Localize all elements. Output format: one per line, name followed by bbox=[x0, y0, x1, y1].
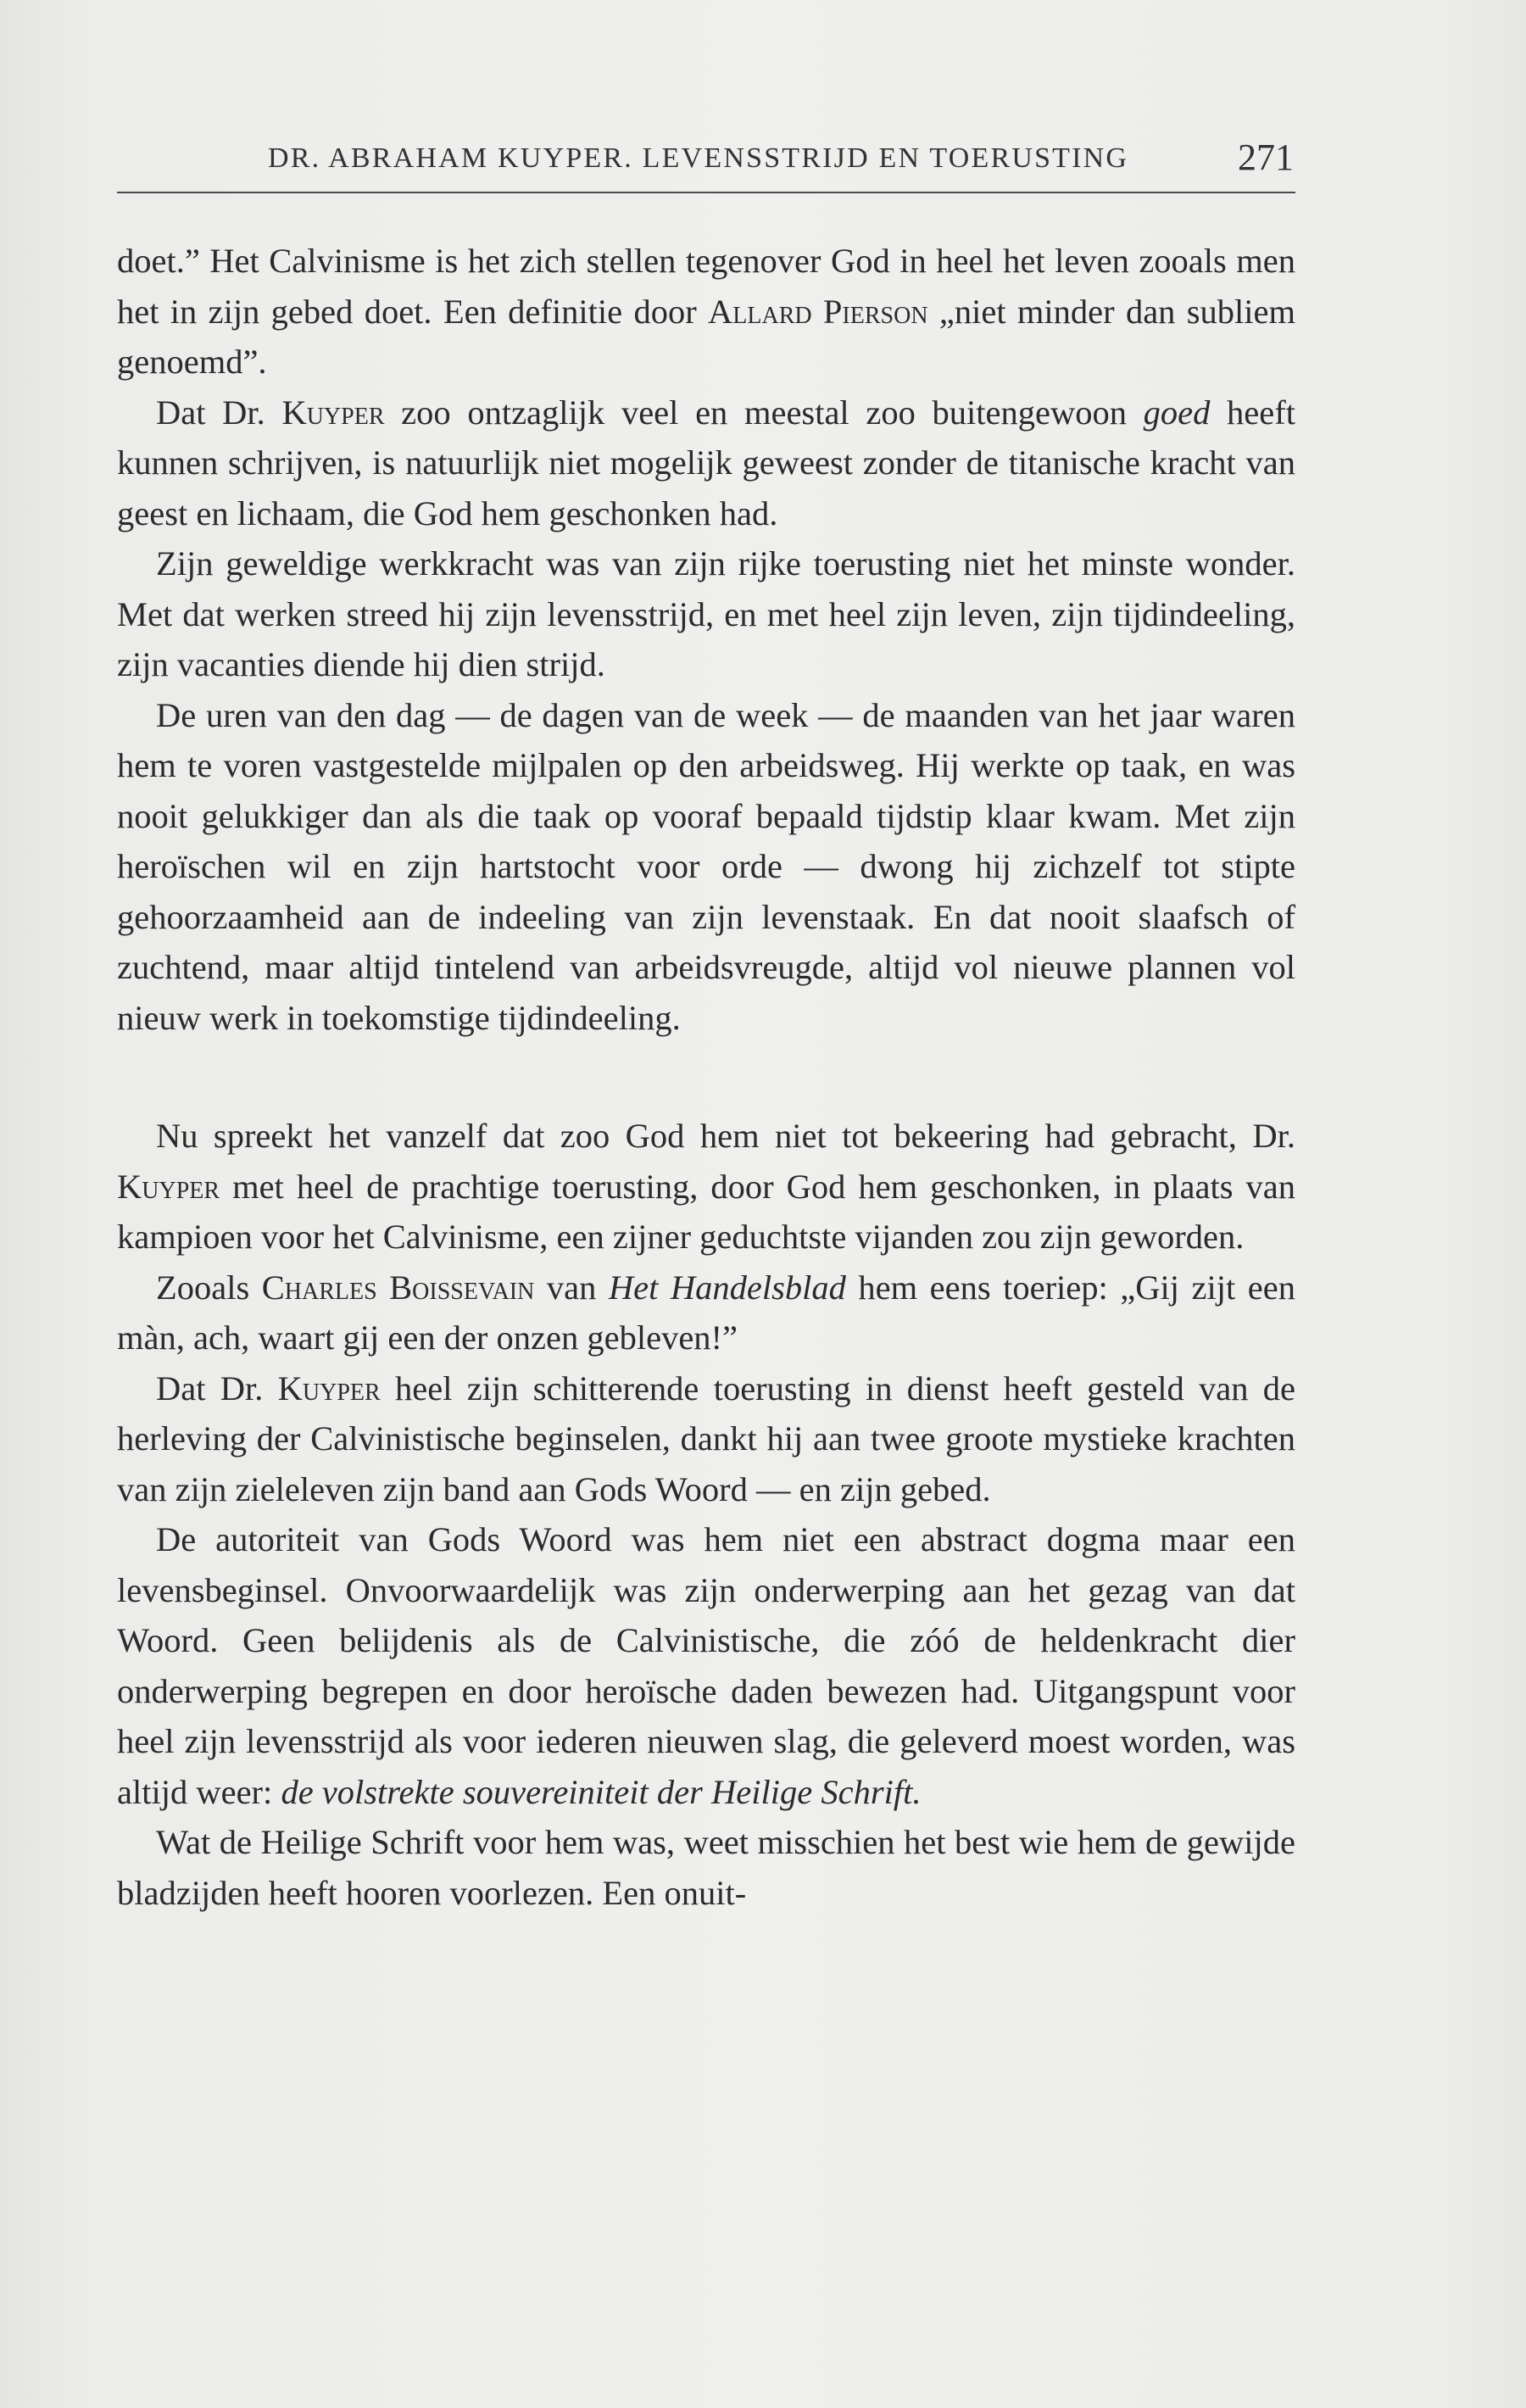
paragraph bbox=[117, 236, 1295, 387]
author-name: Charles Boissevain bbox=[261, 1268, 535, 1307]
text-run: heel zijn schitterende toerusting in dienst heeft gesteld van de herleving der Calvinistische beginselen, dankt hij aan twee groote mystieke krachten van zijn zieleleven zijn band aan Gods Woord — en zijn gebed. bbox=[117, 1368, 1295, 1508]
paragraph bbox=[117, 1111, 1295, 1263]
running-title: DR. ABRAHAM KUYPER. LEVENSSTRIJD EN TOERUSTING bbox=[268, 142, 1129, 174]
section-gap bbox=[117, 1043, 1295, 1111]
newspaper-title: Het Handelsblad bbox=[608, 1268, 846, 1307]
paragraph bbox=[117, 538, 1295, 690]
emphasis: goed bbox=[1143, 393, 1211, 432]
text-run: Dat Dr. bbox=[156, 1368, 278, 1407]
text-run: met heel de prachtige toerusting, door God hem geschonken, in plaats van kampioen voor het Calvinisme, een zijner geduchtste vijanden zou zijn geworden. bbox=[117, 1167, 1295, 1256]
author-name: Allard Pierson bbox=[708, 292, 928, 331]
running-header bbox=[117, 136, 1295, 193]
paragraph bbox=[117, 1817, 1295, 1918]
text-run: zoo ontzaglijk veel en meestal zoo buitengewoon bbox=[384, 393, 1144, 432]
paragraph bbox=[117, 387, 1295, 539]
text-run: Zijn geweldige werkkracht was van zijn rijke toerusting niet het minste wonder. Met dat werken streed hij zijn levensstrijd, en met heel zijn leven, zijn tijdindeeling, zijn vacanties diende hij dien strijd. bbox=[117, 544, 1295, 683]
author-name: Kuyper bbox=[281, 393, 385, 432]
text-run: van bbox=[534, 1268, 609, 1307]
text-run: Dat Dr. bbox=[156, 393, 282, 432]
text-run: De uren van den dag — de dagen van de week — de maanden van het jaar waren hem te voren vastgestelde mijlpalen op den arbeidsweg. Hij werkte op taak, en was nooit gelukkiger dan als die taak op vooraf bepaald tijdstip klaar kwam. Met zijn heroïschen wil en zijn hartstocht voor orde — dwong hij zichzelf tot stipte gehoorzaamheid aan de indeeling van zijn levenstaak. En dat nooit slaafsch of zuchtend, maar altijd tintelend van arbeidsvreugde, altijd vol nieuwe plannen vol nieuw werk in toekomstige tijdindeeling. bbox=[117, 695, 1295, 1037]
text-run: Wat de Heilige Schrift voor hem was, weet misschien het best wie hem de gewijde bladzijden heeft hooren voorlezen. Een onuit- bbox=[117, 1823, 1295, 1912]
text-run: Nu spreekt het vanzelf dat zoo God hem niet tot bekeering had gebracht, Dr. bbox=[156, 1117, 1295, 1155]
author-name: Kuyper bbox=[277, 1368, 381, 1407]
paragraph bbox=[117, 1363, 1295, 1515]
text-run: hem eens toeriep: „Gij zijt een màn, ach, waart gij een der onzen gebleven!” bbox=[117, 1268, 1295, 1357]
emphasis: de volstrekte souvereiniteit der Heilige Schrift. bbox=[281, 1772, 922, 1811]
paragraph bbox=[117, 1514, 1295, 1817]
paragraph bbox=[117, 1263, 1295, 1363]
text-run: heeft kunnen schrijven, is natuurlijk niet mogelijk geweest zonder de titanische kracht van geest en lichaam, die God hem geschonken had. bbox=[117, 393, 1295, 532]
author-name: Kuyper bbox=[117, 1167, 220, 1206]
text-run: „niet minder dan subliem genoemd”. bbox=[117, 292, 1295, 381]
body-text bbox=[117, 236, 1295, 1918]
text-run: Zooals bbox=[156, 1268, 262, 1307]
paragraph bbox=[117, 690, 1295, 1044]
text-run: doet.” Het Calvinisme is het zich stellen tegenover God in heel het leven zooals men het in zijn gebed doet. Een definitie door bbox=[117, 242, 1295, 331]
page-number: 271 bbox=[1238, 137, 1294, 178]
text-run: De autoriteit van Gods Woord was hem niet een abstract dogma maar een levensbeginsel. Onvoorwaardelijk was zijn onderwerping aan het gezag van dat Woord. Geen belijdenis als de Calvinistische, die zóó de heldenkracht dier onderwerping begrepen en door heroïsche daden bewezen had. Uitgangspunt voor heel zijn levensstrijd als voor iederen nieuwen slag, die geleverd moest worden, was altijd weer: bbox=[117, 1520, 1295, 1811]
